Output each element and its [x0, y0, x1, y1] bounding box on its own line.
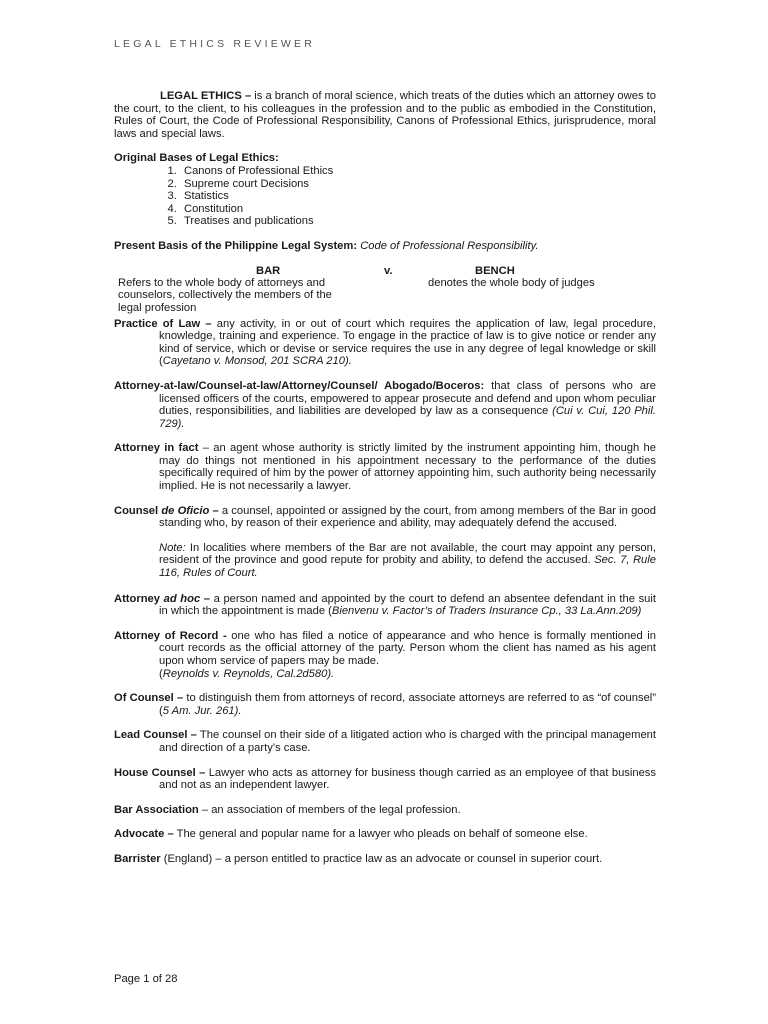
- bar-bench-comparison: [114, 264, 656, 314]
- page-number: Page 1 of 28: [114, 973, 178, 985]
- term: Of Counsel –: [114, 692, 184, 705]
- bar-description: Refers to the whole body of attorneys and counselors, collectively the members of the legal profession: [118, 276, 332, 314]
- intro-paragraph: [114, 90, 656, 140]
- citation: Reynolds v. Reynolds, Cal.2d580).: [162, 667, 335, 680]
- definition-text: a counsel, appointed or assigned by the court, from among members of the Bar in good standing who, by reason of their experience and ability, may adequately defend the accused.: [159, 504, 656, 530]
- original-bases-heading: Original Bases of Legal Ethics:: [114, 152, 279, 165]
- term: Barrister: [114, 852, 161, 865]
- term: Lead Counsel –: [114, 729, 197, 742]
- definition-text: one who has filed a notice of appearance and who hence is formally mentioned in court records as the official attorney of the party. Person whom the client has named as his agent upon whom service of papers may be made.: [159, 629, 656, 667]
- present-basis-label: Present Basis of the Philippine Legal System:: [114, 239, 358, 252]
- definition-house-counsel: [114, 767, 656, 792]
- list-item: 4. Constitution: [180, 203, 656, 216]
- definition-text: (England) – a person entitled to practice law as an advocate or counsel in superior court.: [160, 852, 603, 865]
- note-citation: Sec. 7, Rule 116, Rules of Court.: [159, 554, 656, 580]
- definition-text: The general and popular name for a lawyer who pleads on behalf of someone else.: [173, 828, 588, 841]
- definition-text: a person named and appointed by the court to defend an absentee defendant in the suit in which the appointment is made (: [159, 592, 656, 618]
- definition-barrister: [114, 853, 656, 866]
- definition-attorney-ad-hoc: [114, 593, 656, 618]
- term: House Counsel –: [114, 766, 206, 779]
- term-dash: –: [200, 592, 211, 605]
- present-basis: [114, 240, 656, 253]
- original-bases-list: [114, 165, 656, 228]
- definition-text: – an agent whose authority is strictly limited by the instrument appointing him, though he may do things not mentioned in his appointment necessary to the performance of the duties specifically required of him by the power of attorney appointing him, such authority being necessarily implied. He is not necessarily a lawyer.: [159, 442, 656, 493]
- intro-text: is a branch of moral science, which treats of the duties which an attorney owes to the court, to the client, to his colleagues in the profession and to the public as embodied in the Constitution, Rules of Court, the Code of Professional Responsibility, Canons of Professional Ethics, jurisprudence, moral laws and special laws.: [114, 90, 656, 140]
- citation: (Cui v. Cui, 120 Phil. 729).: [159, 405, 656, 430]
- intro-term: LEGAL ETHICS –: [160, 90, 252, 102]
- definition-text: that class of persons who are licensed officers of the courts, empowered to appear prosecute and defend and upon whom peculiar duties, responsibilities, and liabilities are developed by law as a consequence: [159, 379, 656, 418]
- page-body: [114, 90, 656, 866]
- term: Advocate –: [114, 828, 174, 841]
- term: Attorney-at-law/Counsel-at-law/Attorney/Counsel/ Abogado/Boceros:: [114, 379, 485, 392]
- running-header: LEGAL ETHICS REVIEWER: [114, 38, 316, 50]
- definition-text: The counsel on their side of a litigated action who is charged with the principal management and direction of a party’s case.: [159, 729, 656, 754]
- term: Counsel: [114, 504, 162, 517]
- definition-bar-association: [114, 804, 656, 817]
- term-latin: ad hoc: [163, 592, 201, 605]
- term: Attorney in fact: [114, 442, 199, 455]
- list-item: 3. Statistics: [180, 190, 656, 203]
- definition-practice-of-law: [114, 318, 656, 368]
- bar-heading: BAR: [256, 264, 281, 277]
- definition-lead-counsel: [114, 729, 656, 754]
- definition-attorney-at-law: [114, 380, 656, 430]
- bench-description: denotes the whole body of judges: [428, 276, 595, 289]
- term-latin: de Oficio: [161, 504, 210, 517]
- citation-open: (: [159, 667, 163, 680]
- term: Practice of Law –: [114, 317, 212, 330]
- definition-text: to distinguish them from attorneys of record, associate attorneys are referred to as “of counsel” (: [159, 692, 657, 717]
- definition-text: Lawyer who acts as attorney for business though carried as an employee of that business and not as an independent lawyer.: [159, 766, 656, 792]
- note-label: Note:: [159, 541, 186, 554]
- bench-heading: BENCH: [475, 264, 515, 277]
- list-item: 2. Supreme court Decisions: [180, 178, 656, 191]
- definition-attorney-of-record: [114, 630, 656, 680]
- present-basis-value: Code of Professional Responsibility.: [360, 239, 539, 252]
- term: Bar Association: [114, 803, 199, 816]
- definition-text: – an association of members of the legal profession.: [198, 803, 461, 816]
- citation: Cayetano v. Monsod, 201 SCRA 210).: [162, 355, 352, 368]
- list-item: 1. Canons of Professional Ethics: [180, 165, 656, 178]
- definition-attorney-in-fact: [114, 442, 656, 492]
- definition-of-counsel: [114, 692, 656, 717]
- term-dash: –: [209, 504, 219, 517]
- citation: Bienvenu v. Factor’s of Traders Insurance Cp., 33 La.Ann.209): [331, 605, 642, 618]
- definition-text: any activity, in or out of court which requires the application of law, legal procedure, knowledge, training and experience. To engage in the practice of law is to give notice or render any kind of service, which or devise or service requires the use in any degree of legal knowledge or skill (: [159, 317, 656, 368]
- list-item: 5. Treatises and publications: [180, 215, 656, 228]
- term: Attorney: [114, 592, 164, 605]
- definition-counsel-de-oficio: [114, 505, 656, 530]
- definition-advocate: [114, 828, 656, 841]
- note-text: In localities where members of the Bar are not available, the court may appoint any person, resident of the province and good repute for probity and ability, to defend the accused.: [159, 541, 656, 567]
- versus-label: v.: [384, 264, 393, 277]
- de-oficio-note: [114, 542, 656, 580]
- term: Attorney of Record -: [114, 629, 227, 642]
- citation: 5 Am. Jur. 261).: [162, 704, 242, 717]
